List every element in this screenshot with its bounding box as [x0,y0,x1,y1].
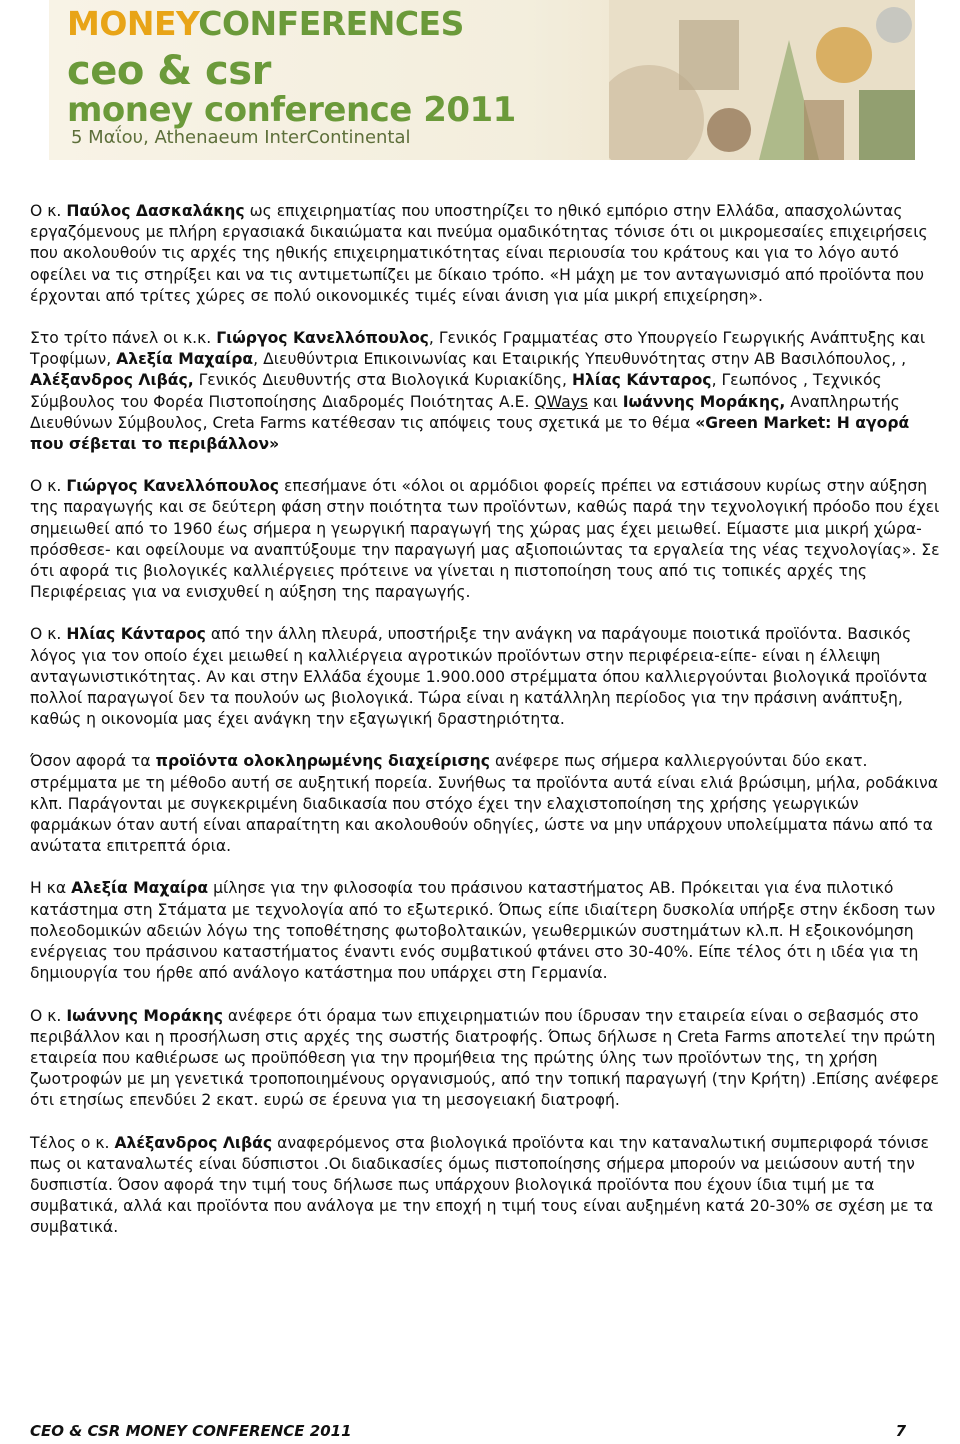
brand-money: MONEY [67,4,199,43]
person-name: Παύλος Δασκαλάκης [66,202,245,220]
person-name: Ιωάννης Μοράκης, [622,392,786,411]
text: , Διευθύντρια Επικοινωνίας και Εταιρικής Υπευθυνότητας στην ΑΒ Βασιλόπουλος, , [253,350,907,369]
paragraph-6 [30,878,940,984]
text: Αναπληρωτής Διευθύνων Σύμβουλος, Creta Farms κατέθεσαν τις απόψεις τους σχετικά με το θέμα [30,392,900,432]
banner-title-line1: ceo & csr [67,48,271,94]
text: Όσον αφορά τα [30,752,156,771]
banner-collage-image [609,0,915,160]
brand-conferences: CONFERENCES [198,4,464,43]
text: Γενικός Διευθυντής στα Βιολογικά Κυριακίδης, [193,371,572,390]
brand-logo [67,4,464,43]
paragraph-2 [30,328,940,455]
text: ανέφερε πως σήμερα καλλιεργούνται δύο εκατ. στρέμματα με τη μέθοδο αυτή σε αυξητική πορεία. Συνήθως τα προϊόντα αυτά είναι ελιά βρώσιμη, μήλα, ροδάκινα κλπ. Παράγονται με συγκεκριμένη διαδικασία που στόχο έχει την ελαχιστοποίηση της χρήσης γεωργικών φαρμάκων όταν αυτή είναι απαραίτητη και ακολουθούν οδηγίες, ώστε να μην υπάρχουν υπολείμματα πάνω από τα ανώτατα επιτρεπτά όρια. [30,752,938,856]
paragraph-5 [30,751,940,857]
footer-title: CEO & CSR MONEY CONFERENCE 2011 [30,1422,352,1440]
banner-title-line2: money conference 2011 [67,90,516,130]
person-name: Ηλίας Κάνταρος [66,625,206,644]
person-name: Αλέξανδρος Λιβάς [114,1133,273,1152]
person-name: Ιωάννης Μοράκης [66,1006,223,1025]
person-name: Γιώργος Κανελλόπουλος [66,477,280,496]
person-name: Ηλίας Κάνταρος [571,371,712,390]
paragraph-8 [30,1133,940,1239]
person-name: Αλεξία Μαχαίρα [71,879,209,898]
person-name: Αλεξία Μαχαίρα [116,350,254,369]
article-body [30,201,940,1260]
text: Τέλος ο κ. [30,1133,115,1152]
text: Ο κ. [30,477,67,496]
person-name: Γιώργος Κανελλόπουλος [216,329,429,348]
paragraph-7 [30,1006,940,1112]
panel-topic: «Green Market: Η αγορά που σέβεται το περιβάλλον» [30,413,910,454]
person-name: Αλέξανδρος Λιβάς, [30,371,194,390]
text: Στο τρίτο πάνελ οι κ.κ. [30,329,217,348]
text: ως επιχειρηματίας που υποστηρίζει το ηθικό εμπόριο στην Ελλάδα, απασχολώντας εργαζόμενους με πλήρη εργασιακά δικαιώματα και πνεύμα ομαδικότητας τόνισε ότι οι μικρομεσαίες επιχειρήσεις που ακολουθούν τις αρχές της ηθικής επιχειρηματικότητας είναι περιουσία του κράτους και για το λόγο αυτό οφείλει να τις στηρίξει και να τις αντιμετωπίζει με δίκαιο τρόπο. «Η μάχη με τον ανταγωνισμό από προϊόντα που έρχονται από τρίτες χώρες σε πολύ οικονομικές τιμές είναι άνιση για μία μικρή επιχείρηση». [30,202,928,305]
text: , Γεωπόνος , Τεχνικός Σύμβουλος του Φορέα Πιστοποίησης Διαδρομές Ποιότητας Α.Ε. [30,371,882,411]
paragraph-3 [30,476,940,603]
text: Η κα [30,879,72,898]
text: επεσήμανε ότι «όλοι οι αρμόδιοι φορείς πρέπει να εστιάσουν κυρίως στην αύξηση της παραγωγής και σε δεύτερη φάση στην ποιότητα των προϊόντων, καθώς παρά την τεχνολογική πρόοδο που έχει σημειωθεί από το 1960 έως σήμερα η γεωργική παραγωγή της χώρας μας έχει μειωθεί. Είμαστε μια μικρή χώρα-πρόσθεσε- και οφείλουμε να αναπτύξουμε την παραγωγή μας αξιοποιώντας τα εργαλεία της νέας τεχνολογίας». Σε ότι αφορά τις βιολογικές καλλιέργειες πρότεινε να γίνεται η πιστοποίηση τους από τις τοπικές αρχές της Περιφέρειας για να ενισχυθεί η αύξηση της παραγωγής. [30,477,940,602]
page-number: 7 [895,1422,906,1440]
text: QWays [534,392,589,411]
text: και [588,392,623,411]
paragraph-1 [30,201,940,307]
emphasis: προϊόντα ολοκληρωμένης διαχείρισης [155,752,491,771]
text: μίλησε για την φιλοσοφία του πράσινου καταστήματος ΑΒ. Πρόκειται για ένα πιλοτικό κατάστημα στη Στάματα με τεχνολογία από το εξωτερικό. Όπως είπε ιδιαίτερη δυσκολία υπήρξε στην έκδοση των πολεοδομικών αδειών λόγω της τοποθέτησης φωτοβολταικών, γεωθερμικών συστημάτων κλ.π. Η εξοικονόμηση ενέργειας του πράσινου καταστήματος έναντι ενός συμβατικού φτάνει στο 30-40%. Είπε τέλος ότι η ιδέα για τη δημιουργία του ήρθε από ανάλογο κατάστημα που υπάρχει στη Γερμανία. [30,879,936,983]
text: ανέφερε ότι όραμα των επιχειρηματιών που ίδρυσαν την εταιρεία είναι ο σεβασμός στο περιβάλλον και η προσήλωση στις αρχές της σωστής διατροφής. Όπως δήλωσε η Creta Farms αποτελεί την πρώτη εταιρεία που καθιέρωσε ως προϋπόθεση για την προμήθεια της πρώτης ύλης των προϊόντων της, τη χρήση ζωοτροφών με μη γενετικά τροποποιημένους οργανισμούς, από την τοπική παραγωγή (την Κρήτη) .Επίσης ανέφερε ότι ετησίως επενδύει 2 εκατ. ευρώ σε έρευνα για τη μεσογειακή διατροφή. [30,1006,939,1110]
conference-banner [49,0,915,160]
text: Ο κ. [30,202,67,220]
paragraph-4 [30,624,940,730]
banner-date-venue: 5 Μαΐου, Athenaeum InterContinental [71,127,411,148]
text: , Γενικός Γραμματέας στο Υπουργείο Γεωργικής Ανάπτυξης και Τροφίμων, [30,329,926,369]
text: Ο κ. [30,1006,67,1025]
text: Ο κ. [30,625,67,644]
text: αναφερόμενος στα βιολογικά προϊόντα και την καταναλωτική συμπεριφορά τόνισε πως οι καταναλωτές είναι δύσπιστοι .Οι διαδικασίες όμως πιστοποίησης σήμερα μπορούν να μειώσουν αυτή την δυσπιστία. Όσον αφορά την τιμή τους δήλωσε πως υπάρχουν βιολογικά προϊόντα που έχουν ίδια τιμή με τα συμβατικά, αλλά και προϊόντα που ανάλογα με την εποχή η τιμή τους είναι αυξημένη κατά 20-30% σε σχέση με τα συμβατικά. [30,1133,934,1237]
page-footer [30,1422,906,1440]
text: από την άλλη πλευρά, υποστήριξε την ανάγκη να παράγουμε ποιοτικά προϊόντα. Βασικός λόγος για τον οποίο έχει μειωθεί η καλλιέργεια αγροτικών προϊόντων στην περιφέρεια-είπε- είναι η έλλειψη ανταγωνιστικότητας. Αν και στην Ελλάδα έχουμε 1.900.000 στρέμματα όπου καλλιεργούνται βιολογικά προϊόντα πολλοί παραγωγοί δεν τα πουλούν ως βιολογικά. Τώρα είναι η κατάλληλη περίοδος για την πράσινη ανάπτυξη, καθώς η οικονομία μας έχει ανάγκη την εξαγωγική δραστηριότητα. [30,625,928,729]
